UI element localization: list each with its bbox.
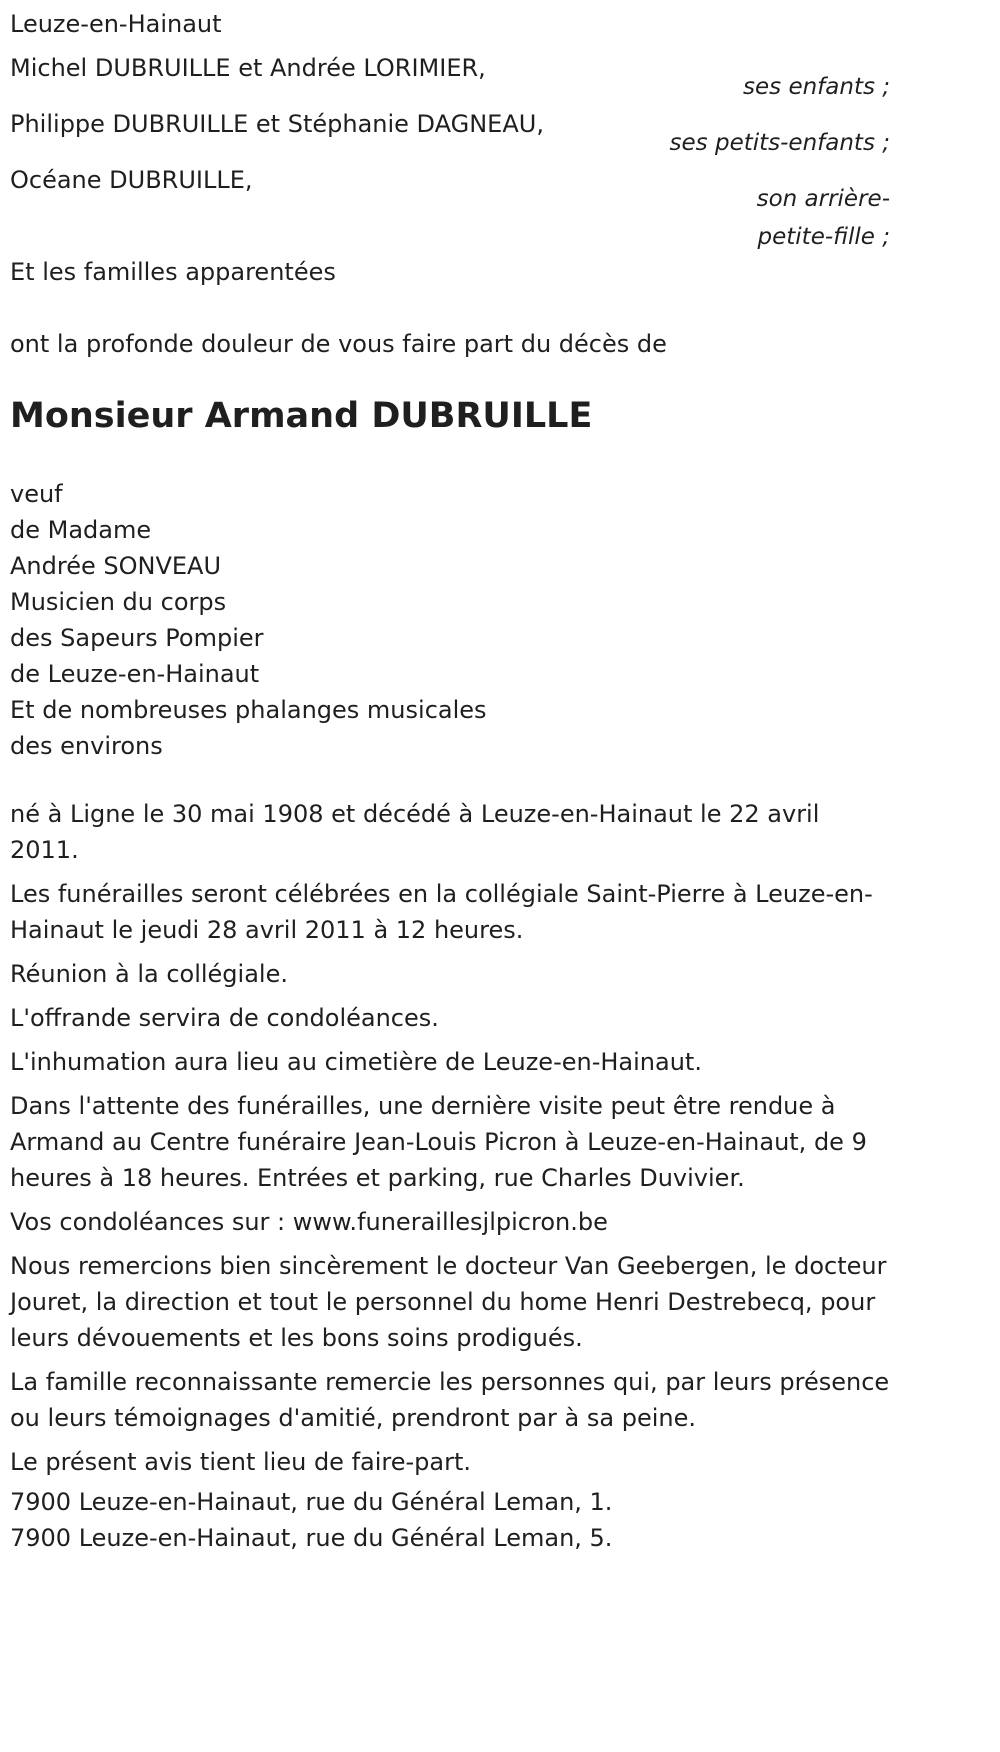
burial-paragraph: L'inhumation aura lieu au cimetière de Leuze-en-Hainaut. [10, 1048, 702, 1076]
description-line: Et de nombreuses phalanges musicales [10, 696, 487, 724]
families-line: Et les familles apparentées [10, 258, 336, 286]
description-line: des Sapeurs Pompier [10, 624, 264, 652]
family-relation: ses enfants ; [743, 74, 890, 100]
family-entry [10, 50, 890, 100]
family-entry [10, 162, 890, 250]
description-line: Musicien du corps [10, 588, 227, 616]
family-relation: petite-fille ; [757, 224, 890, 250]
description-line: Andrée SONVEAU [10, 552, 222, 580]
address-line: 7900 Leuze-en-Hainaut, rue du Général Leman, 5. [10, 1524, 613, 1552]
announcement-text: ont la profonde douleur de vous faire part du décès de [10, 330, 667, 358]
funeral-paragraph: Les funérailles seront célébrées en la collégiale Saint-Pierre à Leuze-en-Hainaut le jeudi 28 avril 2011 à 12 heures. [10, 880, 873, 944]
family-thanks-paragraph: La famille reconnaissante remercie les personnes qui, par leurs présence ou leurs témoignages d'amitié, prendront par à sa peine. [10, 1368, 890, 1432]
offering-paragraph: L'offrande servira de condoléances. [10, 1004, 439, 1032]
description-line: de Leuze-en-Hainaut [10, 660, 260, 688]
deceased-name: Monsieur Armand DUBRUILLE [10, 396, 593, 436]
deceased-description [10, 476, 487, 764]
thanks-paragraph: Nous remercions bien sincèrement le docteur Van Geebergen, le docteur Jouret, la direction et tout le personnel du home Henri Destrebecq, pour leurs dévouements et les bons soins prodigués. [10, 1252, 887, 1352]
address-line: 7900 Leuze-en-Hainaut, rue du Général Leman, 1. [10, 1488, 613, 1516]
birth-death-paragraph: né à Ligne le 30 mai 1908 et décédé à Leuze-en-Hainaut le 22 avril 2011. [10, 800, 820, 864]
condolences-paragraph: Vos condoléances sur : www.funeraillesjlpicron.be [10, 1208, 608, 1236]
location-heading: Leuze-en-Hainaut [10, 10, 222, 38]
family-relation: ses petits-enfants ; [669, 130, 890, 156]
meeting-paragraph: Réunion à la collégiale. [10, 960, 288, 988]
notice-body [10, 796, 890, 1488]
description-line: de Madame [10, 516, 152, 544]
visit-paragraph: Dans l'attente des funérailles, une dernière visite peut être rendue à Armand au Centre funéraire Jean-Louis Picron à Leuze-en-Hainaut, de 9 heures à 18 heures. Entrées et parking, rue Charles Duvivier. [10, 1092, 867, 1192]
addresses [10, 1484, 612, 1556]
family-entry [10, 106, 890, 156]
family-names: Océane DUBRUILLE, [10, 166, 253, 194]
description-line: des environs [10, 732, 163, 760]
family-names: Philippe DUBRUILLE et Stéphanie DAGNEAU, [10, 110, 544, 138]
notice-paragraph: Le présent avis tient lieu de faire-part. [10, 1448, 472, 1476]
family-relation: son arrière- [756, 186, 890, 212]
family-names: Michel DUBRUILLE et Andrée LORIMIER, [10, 54, 486, 82]
description-line: veuf [10, 480, 63, 508]
